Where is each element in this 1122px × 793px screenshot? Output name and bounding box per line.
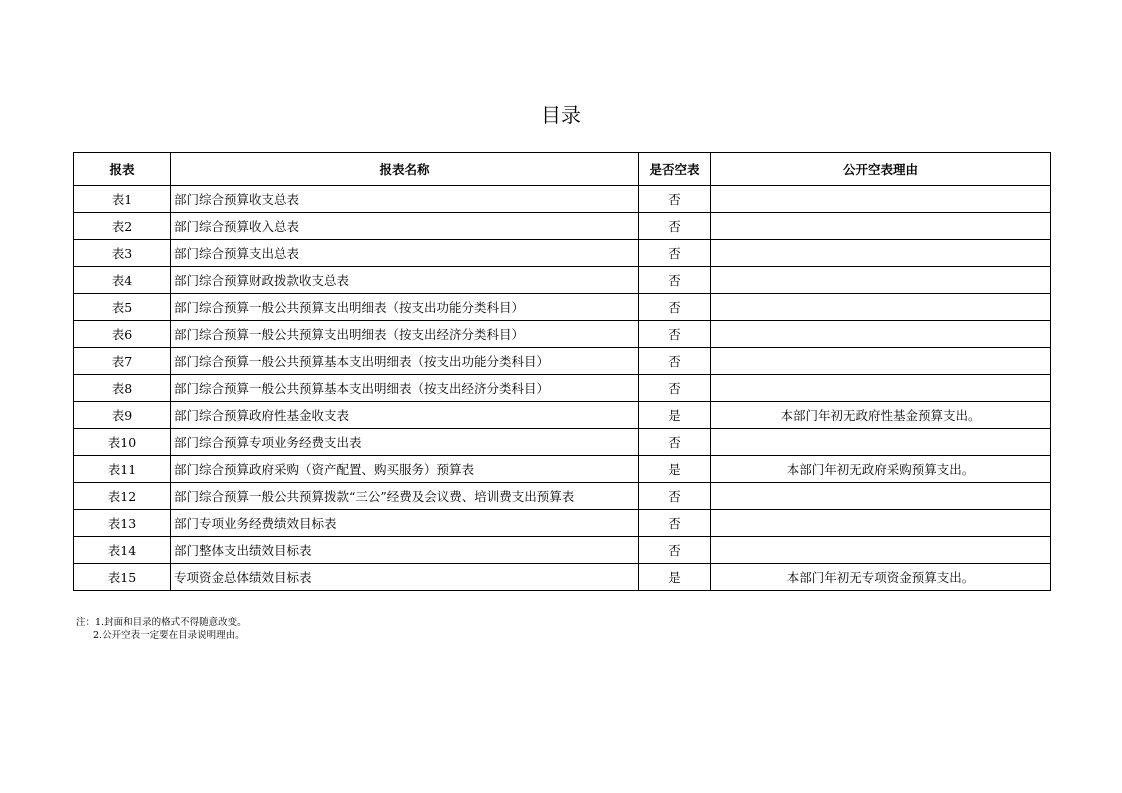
- report-name: 部门综合预算财政拨款收支总表: [171, 267, 639, 294]
- is-empty-value: 否: [639, 267, 711, 294]
- report-no: 表15: [74, 564, 171, 591]
- report-no: 表6: [74, 321, 171, 348]
- is-empty-value: 否: [639, 483, 711, 510]
- report-no: 表11: [74, 456, 171, 483]
- report-name: 部门整体支出绩效目标表: [171, 537, 639, 564]
- is-empty-value: 否: [639, 321, 711, 348]
- empty-reason: [711, 348, 1051, 375]
- table-row: [74, 429, 1051, 456]
- is-empty-value: 否: [639, 348, 711, 375]
- is-empty-value: 否: [639, 294, 711, 321]
- empty-reason: 本部门年初无政府性基金预算支出。: [711, 402, 1051, 429]
- is-empty-value: 否: [639, 213, 711, 240]
- table-row: [74, 348, 1051, 375]
- footnotes: [76, 616, 247, 642]
- report-no: 表4: [74, 267, 171, 294]
- table-row: [74, 564, 1051, 591]
- report-name: 部门综合预算一般公共预算基本支出明细表（按支出经济分类科目）: [171, 375, 639, 402]
- table-row: [74, 186, 1051, 213]
- report-name: 部门综合预算政府采购（资产配置、购买服务）预算表: [171, 456, 639, 483]
- header-report-name: 报表名称: [171, 153, 639, 186]
- table-row: [74, 267, 1051, 294]
- report-name: 部门综合预算一般公共预算基本支出明细表（按支出功能分类科目）: [171, 348, 639, 375]
- is-empty-value: 否: [639, 240, 711, 267]
- empty-reason: [711, 429, 1051, 456]
- report-name: 部门综合预算专项业务经费支出表: [171, 429, 639, 456]
- is-empty-value: 否: [639, 186, 711, 213]
- report-name: 部门综合预算收入总表: [171, 213, 639, 240]
- empty-reason: [711, 537, 1051, 564]
- is-empty-value: 否: [639, 537, 711, 564]
- table-row: [74, 537, 1051, 564]
- is-empty-value: 是: [639, 402, 711, 429]
- footnote-1: 注：1.封面和目录的格式不得随意改变。: [76, 617, 247, 628]
- empty-reason: 本部门年初无专项资金预算支出。: [711, 564, 1051, 591]
- report-no: 表14: [74, 537, 171, 564]
- table-row: [74, 456, 1051, 483]
- report-no: 表2: [74, 213, 171, 240]
- is-empty-value: 是: [639, 564, 711, 591]
- empty-reason: [711, 375, 1051, 402]
- table-row: [74, 402, 1051, 429]
- report-no: 表9: [74, 402, 171, 429]
- empty-reason: 本部门年初无政府采购预算支出。: [711, 456, 1051, 483]
- report-no: 表13: [74, 510, 171, 537]
- table-row: [74, 213, 1051, 240]
- table-row: [74, 321, 1051, 348]
- header-is-empty: 是否空表: [639, 153, 711, 186]
- report-no: 表8: [74, 375, 171, 402]
- report-no: 表1: [74, 186, 171, 213]
- footnote-2: 2.公开空表一定要在目录说明理由。: [93, 630, 245, 641]
- report-name: 部门专项业务经费绩效目标表: [171, 510, 639, 537]
- table-row: [74, 294, 1051, 321]
- table-row: [74, 483, 1051, 510]
- table-header-row: [74, 153, 1051, 186]
- report-name: 部门综合预算收支总表: [171, 186, 639, 213]
- is-empty-value: 否: [639, 510, 711, 537]
- table-row: [74, 375, 1051, 402]
- empty-reason: [711, 483, 1051, 510]
- report-name: 部门综合预算一般公共预算支出明细表（按支出经济分类科目）: [171, 321, 639, 348]
- report-no: 表5: [74, 294, 171, 321]
- header-report-no: 报表: [74, 153, 171, 186]
- empty-reason: [711, 294, 1051, 321]
- header-empty-reason: 公开空表理由: [711, 153, 1051, 186]
- report-name: 专项资金总体绩效目标表: [171, 564, 639, 591]
- report-no: 表10: [74, 429, 171, 456]
- report-name: 部门综合预算支出总表: [171, 240, 639, 267]
- empty-reason: [711, 267, 1051, 294]
- page-title: 目录: [541, 103, 581, 127]
- report-name: 部门综合预算政府性基金收支表: [171, 402, 639, 429]
- is-empty-value: 是: [639, 456, 711, 483]
- table-row: [74, 510, 1051, 537]
- report-no: 表12: [74, 483, 171, 510]
- report-no: 表7: [74, 348, 171, 375]
- toc-table: [73, 152, 1051, 591]
- is-empty-value: 否: [639, 375, 711, 402]
- empty-reason: [711, 321, 1051, 348]
- empty-reason: [711, 510, 1051, 537]
- report-name: 部门综合预算一般公共预算拨款“三公”经费及会议费、培训费支出预算表: [171, 483, 639, 510]
- empty-reason: [711, 213, 1051, 240]
- is-empty-value: 否: [639, 429, 711, 456]
- report-name: 部门综合预算一般公共预算支出明细表（按支出功能分类科目）: [171, 294, 639, 321]
- table-row: [74, 240, 1051, 267]
- report-no: 表3: [74, 240, 171, 267]
- toc-table-body: [74, 186, 1051, 591]
- empty-reason: [711, 240, 1051, 267]
- empty-reason: [711, 186, 1051, 213]
